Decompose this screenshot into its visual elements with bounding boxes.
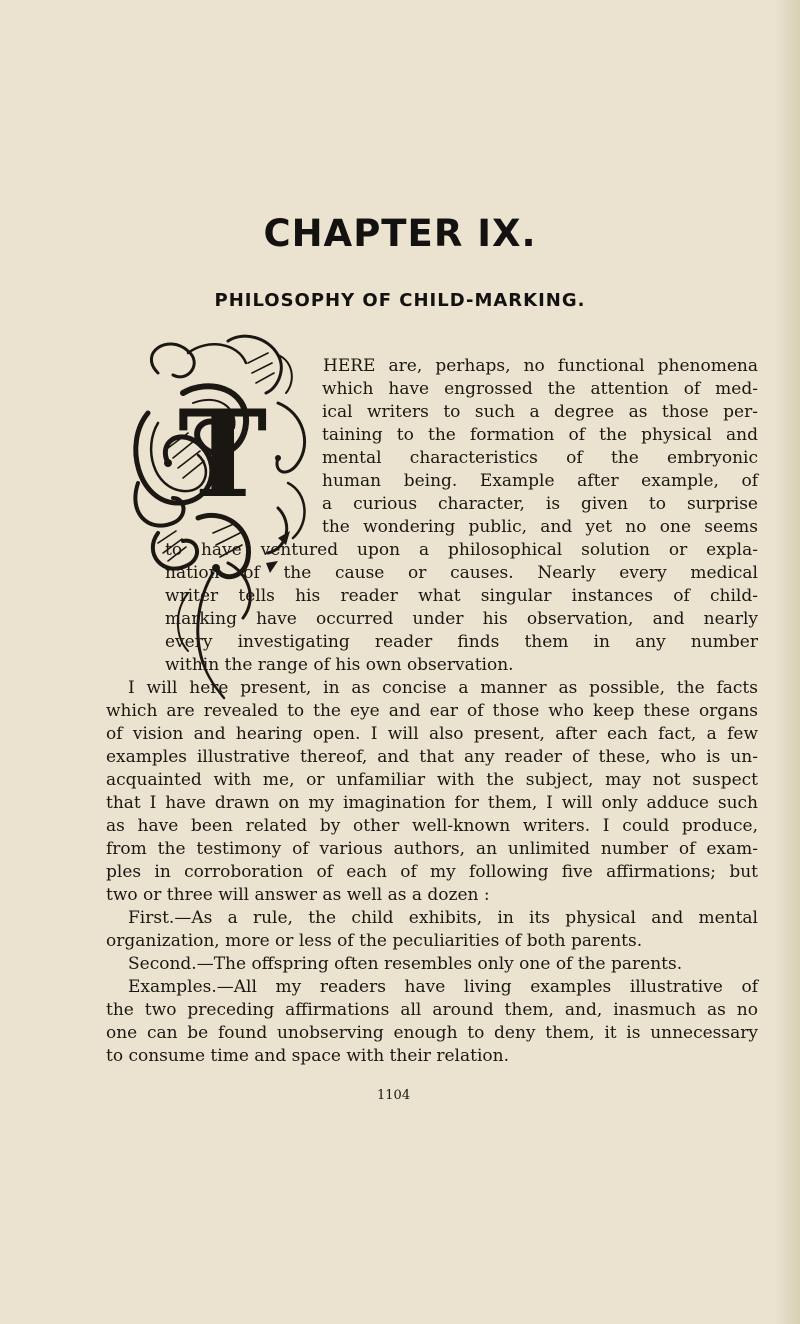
paragraph-line: HERE are, perhaps, no functional phenomena xyxy=(323,356,758,376)
paragraph-line: ical writers to such a degree as those per- xyxy=(322,402,758,422)
paragraph-line: human being. Example after example, of xyxy=(322,471,758,491)
paragraph-line: to consume time and space with their relation. xyxy=(106,1046,509,1066)
paragraph-line: to have ventured upon a philosophical solution or expla- xyxy=(165,540,758,560)
chapter-title: CHAPTER IX. xyxy=(263,212,537,255)
paragraph-line: acquainted with me, or unfamiliar with the subject, may not suspect xyxy=(106,770,758,790)
paragraph-line: within the range of his own observation. xyxy=(165,655,514,675)
paragraph-line: organization, more or less of the peculiarities of both parents. xyxy=(106,931,643,951)
dropcap-letter: T xyxy=(178,384,268,525)
chapter-subtitle: PHILOSOPHY OF CHILD-MARKING. xyxy=(214,290,586,311)
paragraph-line: the two preceding affirmations all around them, and, inasmuch as no xyxy=(106,1000,758,1020)
paragraph-line: every investigating reader finds them in any number xyxy=(165,632,758,652)
paragraph-line: mental characteristics of the embryonic xyxy=(322,448,758,468)
paragraph-line: Second.—The offspring often resembles only one of the parents. xyxy=(128,954,683,974)
paragraph-line: that I have drawn on my imagination for them, I will only adduce such xyxy=(106,793,758,813)
paragraph-line: taining to the formation of the physical and xyxy=(322,425,758,445)
paragraph-line: marking have occurred under his observation, and nearly xyxy=(165,609,758,629)
paragraph-line: from the testimony of various authors, an unlimited number of exam- xyxy=(106,839,758,859)
paragraph-line: as have been related by other well-known writers. I could produce, xyxy=(106,816,758,836)
paragraph-line: a curious character, is given to surprise xyxy=(322,494,758,514)
paragraph-line: which are revealed to the eye and ear of those who keep these organs xyxy=(106,701,758,721)
paragraph-line: two or three will answer as well as a dozen : xyxy=(106,885,490,905)
paragraph-line: writer tells his reader what singular instances of child- xyxy=(165,586,758,606)
page-edge-shadow xyxy=(774,0,800,1324)
paragraph-line: of vision and hearing open. I will also present, after each fact, a few xyxy=(106,724,758,744)
paragraph-line: the wondering public, and yet no one seems xyxy=(322,517,758,537)
paragraph-line: which have engrossed the attention of med- xyxy=(322,379,758,399)
paragraph-line: nation of the cause or causes. Nearly every medical xyxy=(165,563,758,583)
paragraph-line: ples in corroboration of each of my following five affirmations; but xyxy=(106,862,758,882)
paragraph-line: I will here present, in as concise a manner as possible, the facts xyxy=(128,678,758,698)
paragraph-line: one can be found unobserving enough to deny them, it is unnecessary xyxy=(106,1023,758,1043)
paragraph-line: examples illustrative thereof, and that any reader of these, who is un- xyxy=(106,747,758,767)
paragraph-line: First.—As a rule, the child exhibits, in its physical and mental xyxy=(128,908,758,928)
page-number: 1104 xyxy=(377,1088,411,1103)
paragraph-line: Examples.—All my readers have living examples illustrative of xyxy=(128,977,758,997)
